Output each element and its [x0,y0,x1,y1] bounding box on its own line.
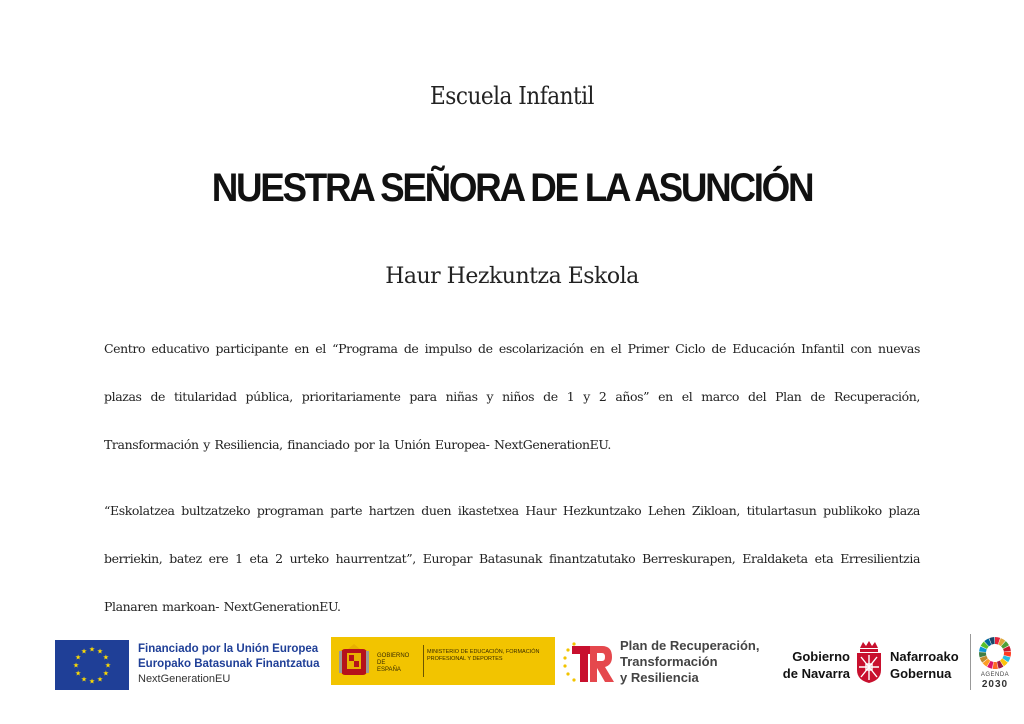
program-paragraph-basque: “Eskolatzea bultzatzeko programan parte hartzen duen ikastetxea Haur Hezkuntzako Lehen Zikloan, titulartasun publikoko plaza berriekin, batez ere 1 eta 2 urteko haurrentzat”, Europar Batasunak finantzatutako Berreskurapen, Eraldaketa eta Erresilientzia Planaren markoan- NextGenerationEU. [104,502,920,614]
agenda-year: 2030 [981,679,1009,690]
agenda-wheel-segment [993,662,998,669]
eu-star-icon: ★ [104,661,112,670]
program-paragraph-spanish: Centro educativo participante en el “Programa de impulso de escolarización en el Primer Ciclo de Educación Infantil con nuevas plazas de titularidad pública, prioritariamente para niñas y niños de 1 y 2 años” en el marco del Plan de Recuperación, Transformación y Resiliencia, financiado por la Unión Europea- NextGenerationEU. [104,340,920,452]
eu-star-icon: ★ [96,647,104,656]
eu-star-icon: ★ [88,677,96,686]
eu-star-icon: ★ [72,661,80,670]
plan-recuperacion-line1: Plan de Recuperación, [620,638,760,653]
gobierno-espana-logo [331,637,555,685]
agenda-label: AGENDA [980,672,1010,678]
school-name-title: NUESTRA SEÑORA DE LA ASUNCIÓN [211,166,813,210]
nafarroako-gobernua-line1: Nafarroako [890,649,959,664]
eu-star-icon: ★ [80,675,88,684]
spain-coat-of-arms-icon [339,643,369,679]
eu-funding-spanish: Financiado por la Unión Europea [138,643,319,655]
plan-recuperacion-line2: Transformación [620,654,718,669]
gobierno-navarra-line2: de Navarra [782,666,850,681]
eu-star-icon: ★ [102,669,110,678]
eu-funding-basque: Europako Batasunak Finantzatua [138,658,320,670]
plan-recuperacion-logo-icon [562,636,616,686]
school-type-spanish: Escuela Infantil [430,82,594,110]
agenda-2030-wheel-icon [978,636,1012,670]
funding-logos-footer [0,630,1024,700]
plan-recuperacion-text [620,638,759,686]
ministerio-educacion-label: MINISTERIO DE EDUCACIÓN, FORMACIÓN PROFESIONAL Y DEPORTES [427,649,540,662]
gobierno-navarra-text [778,648,850,682]
gobierno-navarra-line1: Gobierno [792,649,850,664]
navarra-coat-of-arms-icon [854,640,884,684]
eu-star-icon: ★ [88,645,96,654]
nafarroako-gobernua-line2: Gobernua [890,666,952,681]
eu-star-icon: ★ [96,675,104,684]
gov-divider [423,645,424,677]
next-generation-eu-label: NextGenerationEU [138,673,231,685]
eu-star-icon: ★ [74,669,82,678]
eu-funding-text [138,642,319,687]
eu-star-icon: ★ [74,653,82,662]
plan-recuperacion-line3: y Resiliencia [620,670,699,685]
eu-star-icon: ★ [102,653,110,662]
school-type-basque: Haur Hezkuntza Eskola [385,264,639,289]
nafarroako-gobernua-text [890,648,959,682]
footer-divider [970,634,971,690]
eu-star-icon: ★ [80,647,88,656]
eu-flag-icon [55,640,129,690]
gobierno-espana-label: GOBIERNO DE ESPAÑA [377,653,410,673]
